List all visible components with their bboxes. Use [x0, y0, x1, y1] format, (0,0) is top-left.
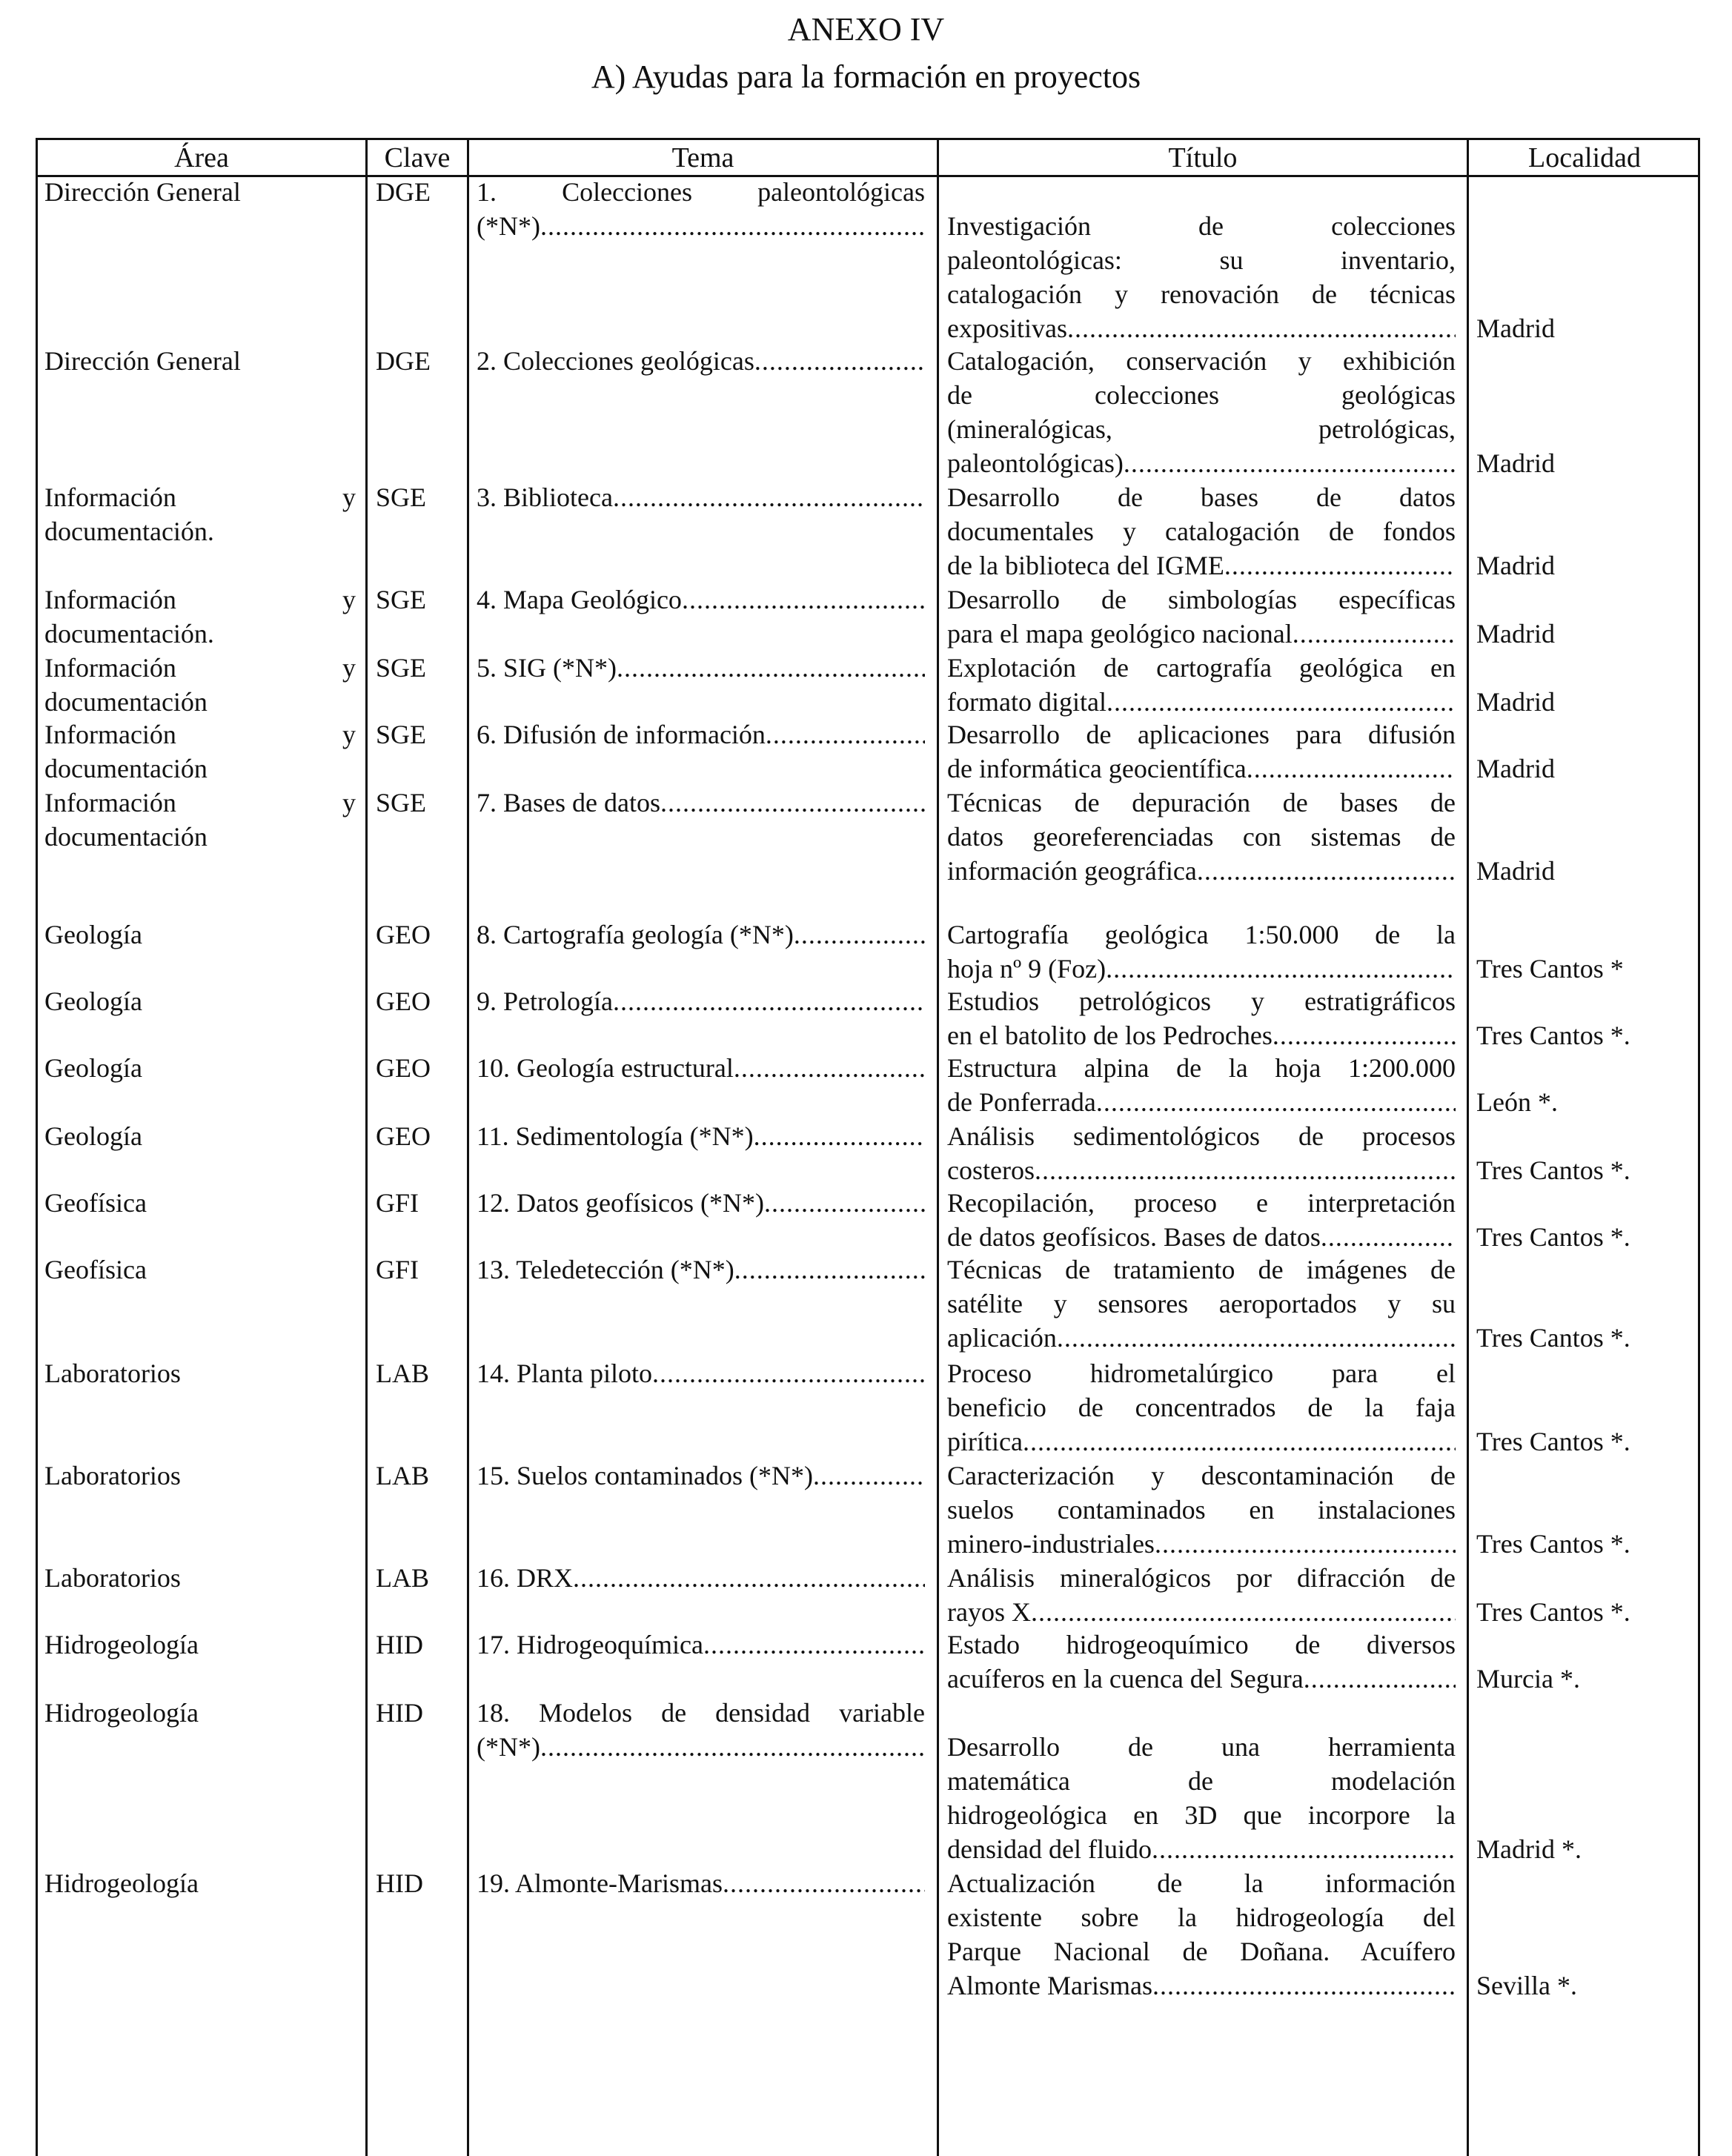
tema-cell	[477, 1119, 925, 1153]
clave-cell: GFI	[376, 1188, 419, 1218]
area-line: documentación.	[44, 517, 214, 546]
titulo-line: Desarrollo de bases de datos	[947, 482, 1456, 512]
titulo-line: Almonte Marismas .....	[947, 1968, 1456, 2003]
titulo-line: formato digital .....	[947, 685, 1456, 719]
tema-line: 15. Suelos contaminados (*N*) .....	[477, 1459, 925, 1493]
clave-cell: SGE	[376, 585, 427, 614]
leader-dots	[734, 1051, 925, 1085]
titulo-line: costeros .....	[947, 1153, 1456, 1187]
leader-dots	[613, 480, 925, 514]
area-cell: Hidrogeología	[44, 1698, 199, 1728]
tema-line: 5. SIG (*N*) .....	[477, 651, 925, 685]
tema-cell	[477, 786, 925, 820]
leader-dots	[1155, 1527, 1456, 1561]
tema-cell	[477, 1051, 925, 1085]
area-line: documentación	[44, 754, 208, 783]
localidad-cell: Tres Cantos *.	[1476, 1529, 1630, 1559]
area-cell: Dirección General	[44, 346, 241, 376]
localidad-cell: Tres Cantos *.	[1476, 1597, 1630, 1627]
document-title: ANEXO IV	[787, 11, 945, 47]
area-line: Información y	[44, 482, 356, 512]
area-cell: Laboratorios	[44, 1461, 181, 1490]
tema-cell	[477, 480, 925, 514]
titulo-line: Parque Nacional de Doñana. Acuífero	[947, 1937, 1456, 1966]
leader-dots	[1096, 1085, 1456, 1119]
titulo-line: Estado hidrogeoquímico de diversos	[947, 1630, 1456, 1659]
titulo-line: Análisis sedimentológicos de procesos	[947, 1121, 1456, 1151]
localidad-cell: Tres Cantos *.	[1476, 1323, 1630, 1353]
area-cell: Geofísica	[44, 1188, 147, 1218]
leader-dots	[682, 583, 925, 617]
tema-line: 17. Hidrogeoquímica .....	[477, 1628, 925, 1662]
titulo-line: Desarrollo de aplicaciones para difusión	[947, 720, 1456, 749]
clave-cell: LAB	[376, 1563, 429, 1593]
titulo-line: paleontológicas: su inventario,	[947, 245, 1456, 275]
titulo-line: rayos X .....	[947, 1595, 1456, 1629]
clave-cell: SGE	[376, 653, 427, 683]
area-cell	[44, 480, 356, 548]
tema-cell	[477, 1628, 925, 1662]
titulo-line: Explotación de cartografía geológica en	[947, 653, 1456, 683]
localidad-cell: Tres Cantos *.	[1476, 1155, 1630, 1185]
titulo-cell	[947, 651, 1456, 719]
titulo-cell	[947, 786, 1456, 888]
clave-cell: GEO	[376, 986, 431, 1016]
localidad-cell: Tres Cantos *.	[1476, 1222, 1630, 1252]
tema-line: (*N*) .....	[477, 1730, 925, 1764]
tema-cell	[477, 1253, 925, 1287]
titulo-line: beneficio de concentrados de la faja	[947, 1393, 1456, 1422]
titulo-cell	[947, 717, 1456, 786]
area-cell	[44, 786, 356, 854]
tema-line: 7. Bases de datos .....	[477, 786, 925, 820]
titulo-line: Cartografía geológica 1:50.000 de la	[947, 920, 1456, 949]
titulo-cell	[947, 1866, 1456, 2003]
area-line: Información y	[44, 585, 356, 614]
leader-dots	[540, 209, 925, 243]
leader-dots	[652, 1356, 925, 1390]
tema-cell	[477, 1696, 925, 1764]
titulo-line: información geográfica .....	[947, 854, 1456, 888]
clave-cell: LAB	[376, 1359, 429, 1388]
titulo-line: paleontológicas) .....	[947, 446, 1456, 480]
area-line: Información y	[44, 788, 356, 817]
titulo-line: de la biblioteca del IGME .....	[947, 548, 1456, 583]
titulo-cell	[947, 583, 1456, 651]
tema-cell	[477, 175, 925, 243]
tema-line: 8. Cartografía geología (*N*) .....	[477, 918, 925, 952]
titulo-cell	[947, 1356, 1456, 1459]
tema-cell	[477, 984, 925, 1018]
localidad-cell: Madrid	[1476, 448, 1555, 478]
leader-dots	[1197, 854, 1456, 888]
clave-cell: LAB	[376, 1461, 429, 1490]
area-cell: Hidrogeología	[44, 1630, 199, 1659]
area-line: Información y	[44, 653, 356, 683]
area-cell: Hidrogeología	[44, 1868, 199, 1898]
titulo-line: expositivas .....	[947, 311, 1456, 345]
localidad-cell: Sevilla *.	[1476, 1971, 1577, 2000]
localidad-cell: Madrid	[1476, 551, 1555, 580]
titulo-line: satélite y sensores aeroportados y su	[947, 1289, 1456, 1319]
column-header-area: Área	[174, 142, 229, 173]
area-cell: Geología	[44, 1053, 142, 1083]
titulo-line: en el batolito de los Pedroches .....	[947, 1018, 1456, 1052]
leader-dots	[1293, 617, 1456, 651]
titulo-cell	[947, 1051, 1456, 1119]
area-cell: Dirección General	[44, 177, 241, 207]
titulo-line: de informática geocientífica .....	[947, 752, 1456, 786]
clave-cell: HID	[376, 1698, 423, 1728]
leader-dots	[1106, 685, 1456, 719]
titulo-line: Desarrollo de una herramienta	[947, 1732, 1456, 1762]
localidad-cell: Tres Cantos *.	[1476, 1427, 1630, 1456]
titulo-line: Investigación de colecciones	[947, 211, 1456, 241]
document-subtitle: A) Ayudas para la formación en proyectos	[591, 59, 1141, 95]
localidad-cell: Madrid	[1476, 619, 1555, 649]
titulo-cell	[947, 1561, 1456, 1629]
tema-line: 9. Petrología .....	[477, 984, 925, 1018]
tema-line: 3. Biblioteca .....	[477, 480, 925, 514]
tema-line: 10. Geología estructural .....	[477, 1051, 925, 1085]
leader-dots	[1035, 1153, 1456, 1187]
titulo-cell	[947, 1253, 1456, 1355]
titulo-line: de colecciones geológicas	[947, 380, 1456, 410]
clave-cell: GFI	[376, 1255, 419, 1284]
area-cell: Laboratorios	[44, 1359, 181, 1388]
area-cell: Geología	[44, 1121, 142, 1151]
leader-dots	[1031, 1595, 1456, 1629]
leader-dots	[1057, 1321, 1456, 1355]
titulo-line: minero-industriales .....	[947, 1527, 1456, 1561]
leader-dots	[766, 717, 925, 752]
tema-line: 16. DRX .....	[477, 1561, 925, 1595]
leader-dots	[1273, 1018, 1456, 1052]
titulo-line: Recopilación, proceso e interpretación	[947, 1188, 1456, 1218]
leader-dots	[723, 1866, 925, 1900]
titulo-line: para el mapa geológico nacional .....	[947, 617, 1456, 651]
leader-dots	[754, 344, 925, 378]
clave-cell: HID	[376, 1630, 423, 1659]
titulo-line: Desarrollo de simbologías específicas	[947, 585, 1456, 614]
titulo-cell	[947, 918, 1456, 986]
area-line: documentación.	[44, 619, 214, 649]
localidad-cell: Murcia *.	[1476, 1664, 1580, 1694]
titulo-line: Caracterización y descontaminación de	[947, 1461, 1456, 1490]
leader-dots	[660, 786, 925, 820]
leader-dots	[573, 1561, 925, 1595]
tema-line: 1. Colecciones paleontológicas	[477, 177, 925, 207]
clave-cell: DGE	[376, 346, 431, 376]
area-line: Información y	[44, 720, 356, 749]
leader-dots	[613, 984, 925, 1018]
clave-cell: GEO	[376, 1053, 431, 1083]
tema-line: 6. Difusión de información .....	[477, 717, 925, 752]
leader-dots	[1106, 952, 1456, 986]
localidad-cell: Tres Cantos *	[1476, 954, 1624, 984]
titulo-cell	[947, 1730, 1456, 1866]
titulo-line: acuíferos en la cuenca del Segura .....	[947, 1662, 1456, 1696]
localidad-cell: Madrid *.	[1476, 1834, 1582, 1864]
titulo-line: datos georeferenciadas con sistemas de	[947, 822, 1456, 852]
area-line: documentación	[44, 687, 208, 717]
localidad-cell: Madrid	[1476, 856, 1555, 886]
column-divider	[467, 140, 469, 2156]
clave-cell: GEO	[376, 920, 431, 949]
leader-dots	[1247, 752, 1456, 786]
tema-line: 2. Colecciones geológicas .....	[477, 344, 925, 378]
titulo-line: matemática de modelación	[947, 1766, 1456, 1796]
column-divider	[365, 140, 368, 2156]
titulo-line: Análisis mineralógicos por difracción de	[947, 1563, 1456, 1593]
titulo-line: Técnicas de tratamiento de imágenes de	[947, 1255, 1456, 1284]
titulo-line: de Ponferrada .....	[947, 1085, 1456, 1119]
clave-cell: SGE	[376, 720, 427, 749]
column-divider	[1467, 140, 1469, 2156]
tema-cell	[477, 1356, 925, 1390]
leader-dots	[1224, 548, 1456, 583]
tema-cell	[477, 1561, 925, 1595]
tema-line: 18. Modelos de densidad variable	[477, 1698, 925, 1728]
area-cell: Geología	[44, 920, 142, 949]
leader-dots	[794, 918, 925, 952]
area-cell: Geología	[44, 986, 142, 1016]
tema-cell	[477, 583, 925, 617]
tema-cell	[477, 1459, 925, 1493]
titulo-line: Actualización de la información	[947, 1868, 1456, 1898]
titulo-line: documentales y catalogación de fondos	[947, 517, 1456, 546]
localidad-cell: Madrid	[1476, 754, 1555, 783]
tema-cell	[477, 918, 925, 952]
titulo-line: (mineralógicas, petrológicas,	[947, 414, 1456, 444]
leader-dots	[1321, 1220, 1456, 1254]
titulo-line: Estructura alpina de la hoja 1:200.000	[947, 1053, 1456, 1083]
leader-dots	[1152, 1832, 1456, 1866]
leader-dots	[1067, 311, 1456, 345]
leader-dots	[813, 1459, 925, 1493]
titulo-line: hoja nº 9 (Foz) .....	[947, 952, 1456, 986]
leader-dots	[540, 1730, 925, 1764]
titulo-line: Proceso hidrometalúrgico para el	[947, 1359, 1456, 1388]
area-line: documentación	[44, 822, 208, 852]
titulo-cell	[947, 480, 1456, 583]
titulo-cell	[947, 344, 1456, 480]
clave-cell: SGE	[376, 482, 427, 512]
tema-line: 19. Almonte-Marismas .....	[477, 1866, 925, 1900]
titulo-cell	[947, 1119, 1456, 1187]
titulo-line: Catalogación, conservación y exhibición	[947, 346, 1456, 376]
clave-cell: GEO	[376, 1121, 431, 1151]
localidad-cell: León *.	[1476, 1087, 1558, 1117]
clave-cell: DGE	[376, 177, 431, 207]
column-header-localidad: Localidad	[1528, 142, 1641, 173]
column-divider	[937, 140, 939, 2156]
leader-dots	[703, 1628, 925, 1662]
titulo-line: hidrogeológica en 3D que incorpore la	[947, 1800, 1456, 1830]
column-header-titulo: Título	[1168, 142, 1238, 173]
clave-cell: HID	[376, 1868, 423, 1898]
titulo-line: Técnicas de depuración de bases de	[947, 788, 1456, 817]
tema-line: (*N*) .....	[477, 209, 925, 243]
titulo-line: densidad del fluido .....	[947, 1832, 1456, 1866]
tema-cell	[477, 344, 925, 378]
column-header-tema: Tema	[671, 142, 734, 173]
titulo-cell	[947, 1459, 1456, 1561]
titulo-cell	[947, 984, 1456, 1052]
leader-dots	[1152, 1968, 1456, 2003]
tema-line: 4. Mapa Geológico .....	[477, 583, 925, 617]
leader-dots	[1023, 1424, 1456, 1459]
titulo-line: existente sobre la hidrogeología del	[947, 1903, 1456, 1932]
area-cell	[44, 717, 356, 786]
area-cell: Laboratorios	[44, 1563, 181, 1593]
clave-cell: SGE	[376, 788, 427, 817]
titulo-line: Estudios petrológicos y estratigráficos	[947, 986, 1456, 1016]
leader-dots	[754, 1119, 925, 1153]
titulo-line: catalogación y renovación de técnicas	[947, 279, 1456, 309]
area-cell	[44, 651, 356, 719]
leader-dots	[1124, 446, 1456, 480]
tema-line: 11. Sedimentología (*N*) .....	[477, 1119, 925, 1153]
localidad-cell: Tres Cantos *.	[1476, 1021, 1630, 1050]
tema-cell	[477, 651, 925, 685]
area-cell	[44, 583, 356, 651]
leader-dots	[617, 651, 925, 685]
leader-dots	[1304, 1662, 1456, 1696]
tema-line: 12. Datos geofísicos (*N*) .....	[477, 1186, 925, 1220]
titulo-line: aplicación .....	[947, 1321, 1456, 1355]
tema-line: 13. Teledetección (*N*) .....	[477, 1253, 925, 1287]
tema-cell	[477, 1866, 925, 1900]
titulo-cell	[947, 209, 1456, 345]
localidad-cell: Madrid	[1476, 314, 1555, 343]
leader-dots	[764, 1186, 925, 1220]
titulo-cell	[947, 1186, 1456, 1254]
area-cell: Geofísica	[44, 1255, 147, 1284]
tema-line: 14. Planta piloto .....	[477, 1356, 925, 1390]
tema-cell	[477, 717, 925, 752]
localidad-cell: Madrid	[1476, 687, 1555, 717]
tema-cell	[477, 1186, 925, 1220]
column-header-clave: Clave	[384, 142, 451, 173]
leader-dots	[734, 1253, 925, 1287]
titulo-cell	[947, 1628, 1456, 1696]
titulo-line: pirítica .....	[947, 1424, 1456, 1459]
titulo-line: suelos contaminados en instalaciones	[947, 1495, 1456, 1525]
titulo-line: de datos geofísicos. Bases de datos .....	[947, 1220, 1456, 1254]
